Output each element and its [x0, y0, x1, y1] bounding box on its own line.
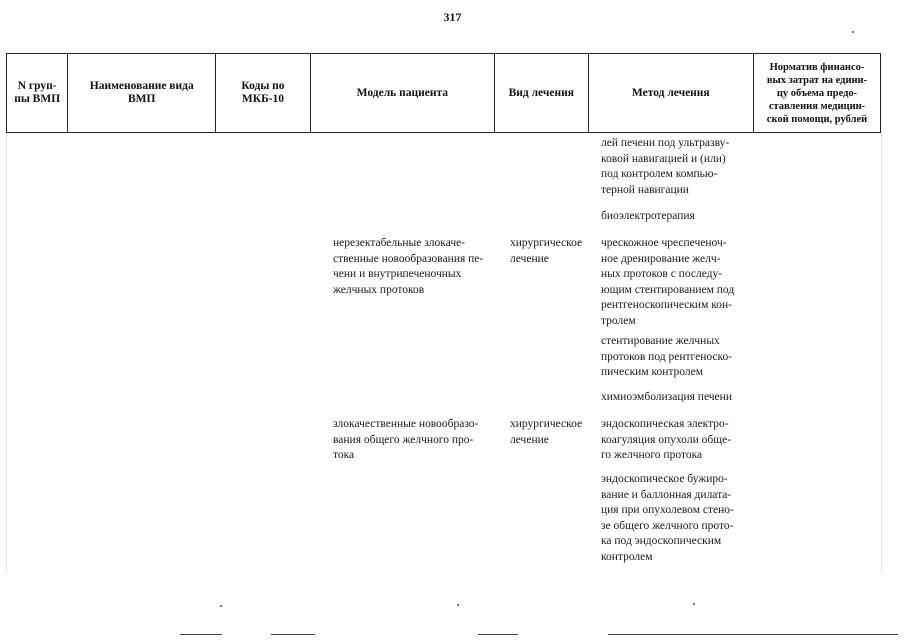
header-treatment-method: Метод лечения — [588, 54, 753, 133]
method-cell: лей печени под ультразву- ковой навигацией и (или) под контролем компью- терной навигации — [601, 137, 730, 196]
patient-model-cell: злокачественные новообразо- вания общего желчного про- тока — [333, 418, 479, 461]
method-cell: химиоэмболизация печени — [601, 391, 732, 403]
method-cell: биоэлектротерапия — [601, 210, 695, 222]
scan-artifact-dot — [457, 604, 459, 606]
header-patient-model: Модель пациента — [310, 54, 494, 133]
header-treatment-type: Вид лечения — [494, 54, 588, 133]
scan-artifact-line — [478, 634, 518, 635]
header-group-number: N груп- пы ВМП — [7, 54, 68, 133]
method-cell: эндоскопическая электро- коагуляция опухоли обще- го желчного протока — [601, 418, 732, 461]
column-divider — [881, 133, 882, 573]
scan-artifact-line — [608, 634, 898, 635]
treatment-type-cell: хирургическое лечение — [510, 418, 583, 446]
method-cell: эндоскопическое бужиро- вание и баллонная дилата- ция при опухолевом стено- зе общего желчного прото- ка под эндоскопическим контролем — [601, 473, 734, 563]
patient-model-cell: нерезектабельные злокаче- ственные новообразования пе- чени и внутрипеченочных желчных протоков — [333, 237, 484, 296]
table-header — [6, 53, 881, 133]
header-cost-norm: Норматив финансо- вых затрат на едини- цу объема предо- ставления медицин- ской помощи, рублей — [754, 54, 881, 133]
treatment-type-cell: хирургическое лечение — [510, 237, 583, 265]
header-icd-codes: Коды по МКБ-10 — [216, 54, 311, 133]
scan-artifact-dot — [852, 31, 854, 33]
page-number: 317 — [443, 10, 462, 24]
method-cell: стентирование желчных протоков под рентгеноско- пическим контролем — [601, 335, 733, 378]
scan-artifact-dot — [693, 603, 695, 605]
scan-artifact-line — [271, 634, 315, 635]
header-vmp-name: Наименование вида ВМП — [68, 54, 216, 133]
method-cell: чрескожное чреспеченоч- ное дренирование желч- ных протоков с последу- ющим стентированием под рентгеноскопическим кон- тролем — [601, 237, 735, 327]
scan-artifact-dot — [220, 605, 222, 607]
column-divider — [6, 133, 7, 573]
scan-artifact-line — [180, 634, 222, 635]
